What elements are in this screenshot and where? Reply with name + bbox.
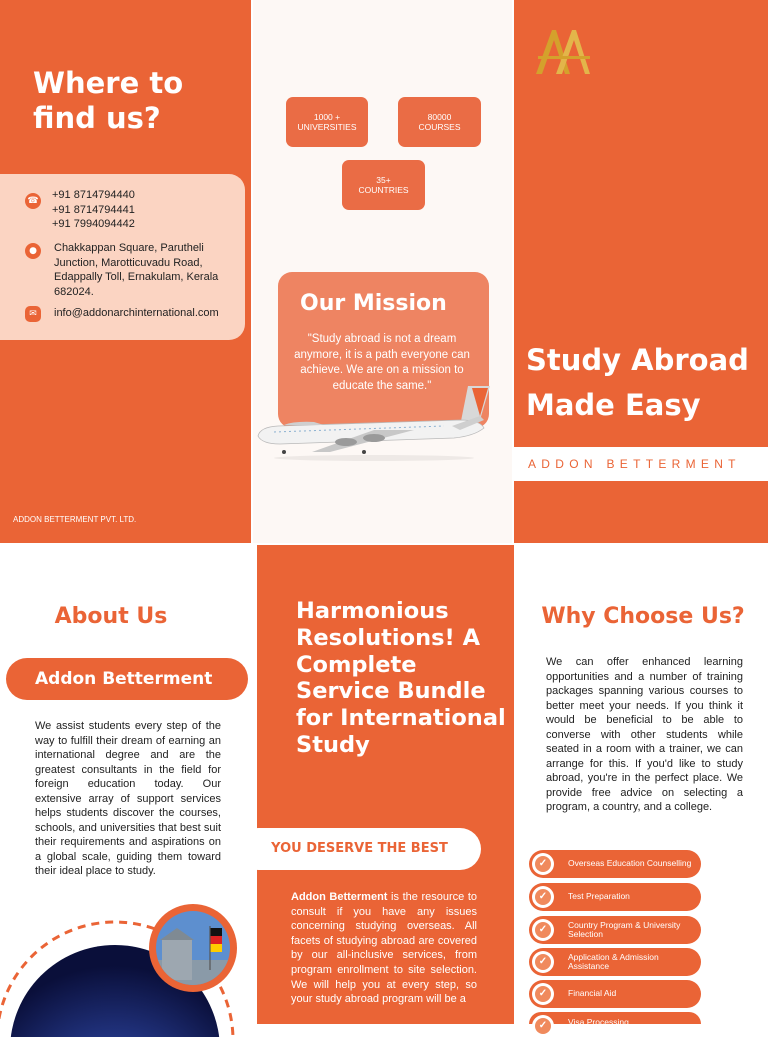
check-icon: ✓ [532,1015,554,1037]
email-icon: ✉ [25,306,41,322]
why-text: We can offer enhanced learning opportunities and a number of training packages spanning various courses to better meet your needs. If you think it would be beneficial to be able to converse with other students while seated in a room with a trainer, we can arrange for this. If you'd like to study abroad, you're in the perfect place. We provide free advice on selecting a program, a country, and a college. [546,656,743,813]
stat-number: 35+ [376,175,391,185]
phone-3[interactable]: +91 7994094442 [52,218,135,230]
deserve-pill: YOU DESERVE THE BEST [238,828,481,870]
addon-pill: Addon Betterment [6,658,248,700]
about-text: We assist students every step of the way to fulfill their dream of earning an international degree and are the greatest consultants in the field for foreign education today. Our extensive array of support services helps students discover the courses, schools, and universities that best suit their requirements and aspirations on a global scale, guiding them toward their ideal place to study. [35,720,221,877]
service-label: Financial Aid [568,988,617,999]
why-heading: Why Choose Us? [541,604,745,629]
bundle-text [291,890,477,1007]
stat-countries [342,160,425,210]
bundle-brand: Addon Betterment [291,891,388,903]
service-item [529,916,701,944]
company-footer: ADDON BETTERMENT PVT. LTD. [13,515,137,524]
mission-text: "Study abroad is not a dream anymore, it is a path everyone can achieve. We are on a mission to educate the same." [294,333,470,392]
stat-label: COURSES [418,122,461,132]
globe-photo-decoration [0,900,254,1024]
stat-number: 1000 + [313,112,341,122]
service-label: Visa Processing [568,1017,629,1027]
stat-label: UNIVERSITIES [297,122,357,132]
service-item [529,883,701,911]
stat-courses [398,97,481,147]
service-label: Country Program & University Selection [568,919,681,939]
airplane-image [254,380,494,462]
stat-label: COUNTRIES [358,185,409,195]
address-text: Chakkappan Square, Parutheli Junction, Marotticuvadu Road, Edappally Toll, Ernakulam, Kerala 682024. [54,242,219,298]
service-item [529,850,701,878]
phone-icon: ☎ [25,193,41,209]
check-icon: ✓ [532,983,554,1005]
cover-tagline: ADDON BETTERMENT [528,457,741,471]
service-label: Test Preparation [568,891,630,902]
email-link[interactable]: info@addonarchinternational.com [54,307,219,319]
check-icon: ✓ [532,919,554,941]
check-icon: ✓ [532,951,554,973]
stat-number: 80000 [427,112,452,122]
service-label: Overseas Education Counselling [568,858,692,869]
stat-universities [286,97,368,147]
check-icon: ✓ [532,886,554,908]
bundle-body: is the resource to consult if you have any issues concerning studying overseas. All facets of studying abroad are covered by our all-inclusive services, from program enrollment to site selection. We will help you at every step, so your study abroad program will be a [291,891,477,1006]
service-item [529,1012,701,1031]
cover-title: Study Abroad Made Easy [526,343,749,422]
phone-1[interactable]: +91 8714794440 [52,189,135,201]
logo-mark [534,26,594,78]
phone-2[interactable]: +91 8714794441 [52,203,135,216]
location-icon: ● [25,243,41,259]
service-item [529,948,701,976]
phone-list [52,188,135,232]
service-label: Application & Admission Assistance [568,951,659,971]
mission-title: Our Mission [300,291,447,316]
about-heading: About Us [54,604,168,629]
check-icon: ✓ [532,853,554,875]
bundle-title: Harmonious Resolutions! A Complete Service Bundle for International Study [296,598,506,758]
contact-heading: Where to find us? [33,66,184,135]
service-item [529,980,701,1008]
